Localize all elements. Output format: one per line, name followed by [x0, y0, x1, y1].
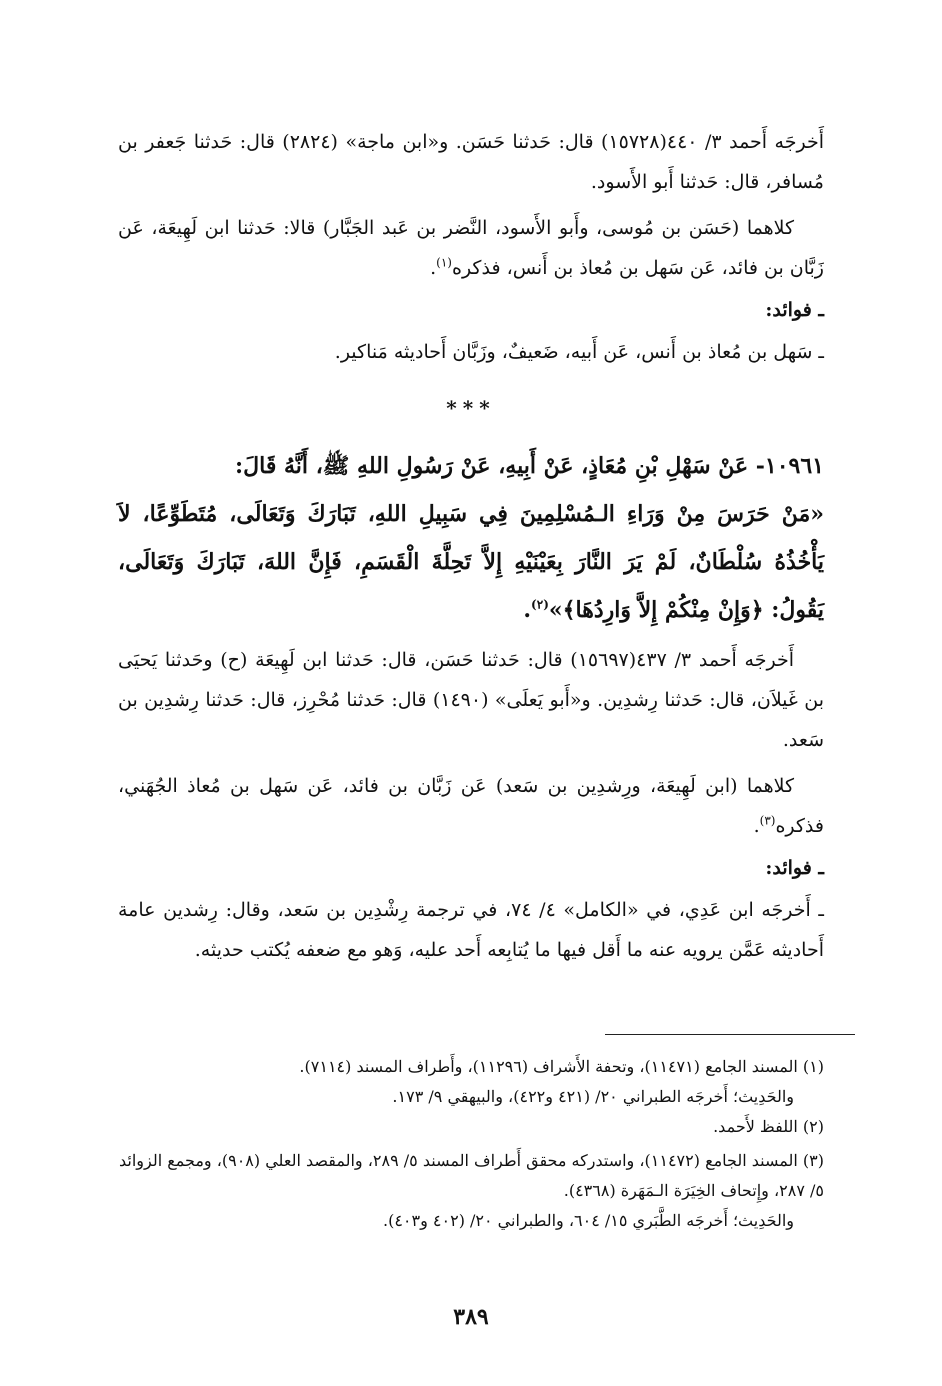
hadith-matn: «مَنْ حَرَسَ مِنْ وَرَاءِ الـمُسْلِمِينَ فِي سَبِيلِ اللهِ، تَبَارَكَ وَتَعَالَى، مُتَطَوِّعًا، لاَ يَأْخُذُهُ سُلْطَانٌ، لَمْ يَرَ النَّارَ بِعَيْنَيْهِ إِلاَّ تَحِلَّةَ الْقَسَمِ، فَإِنَّ اللهَ، تَبَارَكَ وَتَعَالَى، يَقُولُ: ﴿وَإِنْ مِنْكُمْ إِلاَّ وَارِدُهَا﴾»$^{(٢)}$. [118, 501, 824, 623]
footnotes [100, 1052, 824, 1236]
footnote-ref-1: (١) [436, 255, 452, 270]
footnote-3: (٣) المسند الجامع (١١٤٧٢)، واستدركه محقق أَطراف المسند ٥/ ٢٨٩، والمقصد العلي (٩٠٨)، ومجمع الزوائد ٥/ ٢٨٧، وإِتحاف الخِيَرَة الـمَهَرة (٤٣٦٨). [118, 1151, 824, 1200]
fawaid-paragraph-1: ـ سَهل بن مُعاذ بن أَنس، عَن أَبيه، ضَعيفٌ، وزَبَّان أَحاديثه مَناكير. [334, 341, 824, 363]
page-number: ٣٨٩ [453, 1304, 489, 1330]
takhrij-paragraph-4: كلاهما (ابن لَهِيعَة، ورِشدِين بن سَعد) عَن زَبَّان بن فائد، عَن سَهل بن مُعاذ الجُهَني، فذكره$^{(٣)}$. [118, 775, 824, 837]
footnote-2: (٢) اللفظ لأَحمد. [713, 1117, 824, 1136]
takhrij-paragraph-3: أَخرجَه أَحمد ٣/ ٤٣٧(١٥٦٩٧) قال: حَدثنا حَسَن، قال: حَدثنا ابن لَهِيعَة (ح) وحَدثنا يَحيَى بن غَيلاَن، قال: حَدثنا رِشدِين. و«أَبو يَعلَى» (١٤٩٠) قال: حَدثنا مُحْرِز، قال: حَدثنا رِشدِين بن سَعد. [118, 649, 824, 751]
footnote-1: (١) المسند الجامع (١١٤٧١)، وتحفة الأَشراف (١١٢٩٦)، وأَطراف المسند (٧١١٤). [299, 1057, 824, 1076]
top-text-block [118, 122, 824, 372]
footnote-3-continued: والحَدِيث؛ أَخرجَه الطَّبَري ١٥/ ٦٠٤، والطبراني ٢٠/ (٤٠٢ و٤٠٣). [382, 1211, 794, 1230]
footnote-ref-3: (٣) [759, 813, 776, 828]
bottom-text-block [118, 640, 824, 970]
fawaid-heading-2: ـ فوائد: [765, 857, 824, 879]
fawaid-heading-1: ـ فوائد: [765, 299, 824, 321]
takhrij-paragraph-1: أَخرجَه أَحمد ٣/ ٤٤٠(١٥٧٢٨) قال: حَدثنا حَسَن. و«ابن ماجة» (٢٨٢٤) قال: حَدثنا جَعفر بن مُسافر، قال: حَدثنا أَبو الأَسود. [118, 131, 824, 193]
takhrij-paragraph-2: كلاهما (حَسَن بن مُوسى، وأَبو الأَسود، النَّضر بن عَبد الجَبَّار) قالا: حَدثنا ابن لَهِيعَة، عَن زَبَّان بن فائد، عَن سَهل بن مُعاذ بن أَنس، فذكره$^{(١)}$. [118, 217, 824, 279]
hadith-isnad: ١٠٩٦١- عَنْ سَهْلِ بْنِ مُعَاذٍ، عَنْ أَبِيهِ، عَنْ رَسُولِ اللهِ ﷺ، أَنَّهُ قَالَ: [235, 453, 824, 479]
footnote-ref-2: (٢) [531, 597, 549, 612]
footnote-divider [605, 1034, 855, 1035]
section-separator: *** [446, 396, 496, 420]
hadith-block [118, 442, 824, 634]
footnote-1-continued: والحَدِيث؛ أَخرجَه الطبراني ٢٠/ (٤٢١ و٤٢٢)، والبيهقي ٩/ ١٧٣. [392, 1087, 794, 1106]
fawaid-paragraph-2: ـ أَخرجَه ابن عَدِي، في «الكامل» ٤/ ٧٤، في ترجمة رِشْدِين بن سَعد، وقال: رِشدين عامة أَحاديثه عَمَّن يرويه عنه ما أَقل فيها ما يُتابِعه أَحد عليه، وَهو مع ضعفه يُكتب حديثه. [118, 899, 824, 961]
